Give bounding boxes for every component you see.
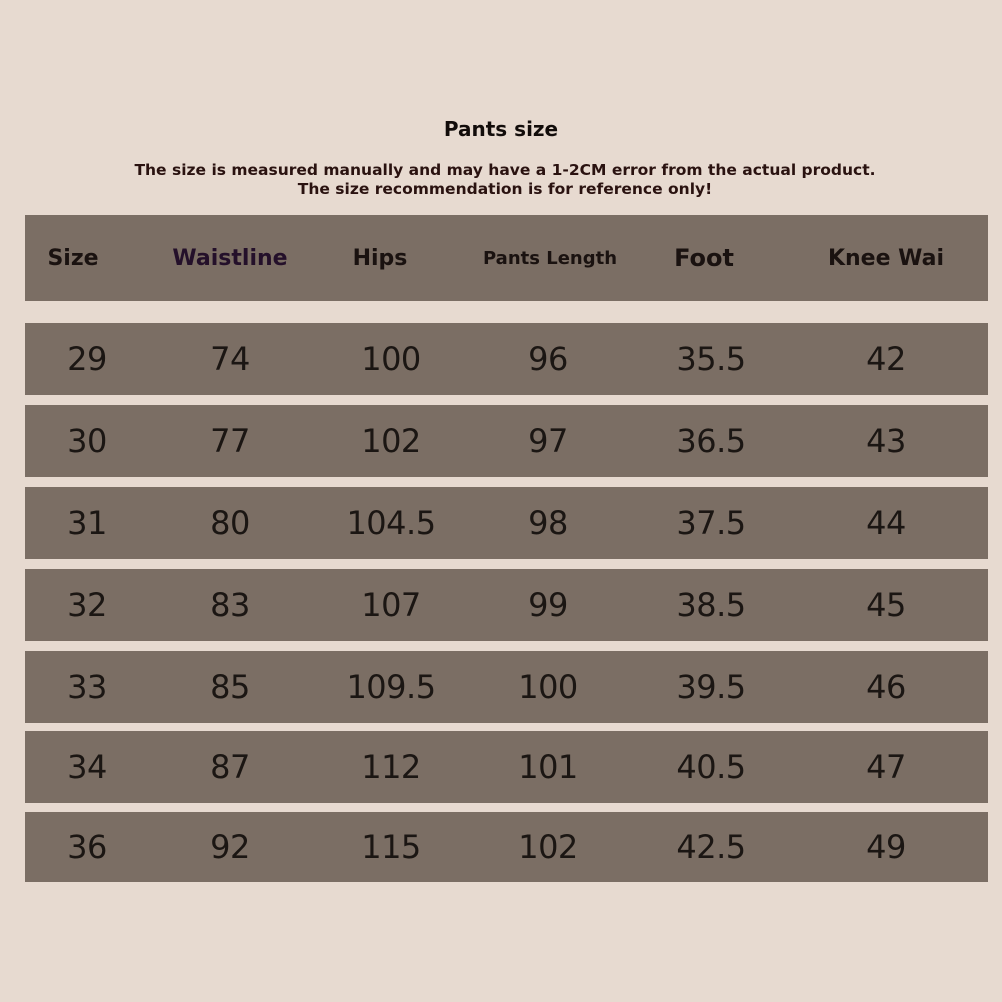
cell-pants-length: 101	[518, 748, 578, 786]
page-title: Pants size	[443, 117, 559, 141]
cell-pants-length: 96	[528, 340, 568, 378]
cell-knee: 47	[866, 748, 906, 786]
cell-foot: 42.5	[676, 828, 746, 866]
header-hips: Hips	[352, 245, 408, 271]
cell-pants-length: 99	[528, 586, 568, 624]
table-row	[25, 323, 988, 395]
cell-hips: 104.5	[346, 504, 436, 542]
cell-waistline: 80	[210, 504, 250, 542]
cell-size: 30	[67, 422, 107, 460]
cell-pants-length: 97	[528, 422, 568, 460]
table-row	[25, 651, 988, 723]
cell-knee: 49	[866, 828, 906, 866]
cell-foot: 38.5	[676, 586, 746, 624]
cell-hips: 115	[361, 828, 421, 866]
cell-waistline: 77	[210, 422, 250, 460]
cell-waistline: 92	[210, 828, 250, 866]
header-size: Size	[47, 245, 99, 271]
cell-foot: 39.5	[676, 668, 746, 706]
table-row	[25, 569, 988, 641]
table-row	[25, 405, 988, 477]
cell-size: 33	[67, 668, 107, 706]
cell-knee: 46	[866, 668, 906, 706]
cell-hips: 100	[361, 340, 421, 378]
cell-hips: 107	[361, 586, 421, 624]
cell-knee: 43	[866, 422, 906, 460]
header-knee: Knee Wai	[827, 245, 945, 271]
cell-size: 36	[67, 828, 107, 866]
cell-foot: 40.5	[676, 748, 746, 786]
cell-hips: 112	[361, 748, 421, 786]
cell-waistline: 74	[210, 340, 250, 378]
cell-pants-length: 98	[528, 504, 568, 542]
cell-waistline: 87	[210, 748, 250, 786]
cell-foot: 36.5	[676, 422, 746, 460]
cell-hips: 109.5	[346, 668, 436, 706]
cell-size: 32	[67, 586, 107, 624]
cell-foot: 37.5	[676, 504, 746, 542]
cell-size: 29	[67, 340, 107, 378]
cell-waistline: 85	[210, 668, 250, 706]
header-pants-length: Pants Length	[482, 247, 618, 269]
cell-hips: 102	[361, 422, 421, 460]
cell-knee: 42	[866, 340, 906, 378]
cell-knee: 45	[866, 586, 906, 624]
cell-size: 31	[67, 504, 107, 542]
cell-pants-length: 100	[518, 668, 578, 706]
table-row	[25, 487, 988, 559]
cell-knee: 44	[866, 504, 906, 542]
table-row	[25, 812, 988, 882]
cell-size: 34	[67, 748, 107, 786]
header-foot: Foot	[674, 244, 734, 272]
table-row	[25, 731, 988, 803]
table-header-row	[25, 215, 988, 301]
cell-waistline: 83	[210, 586, 250, 624]
cell-pants-length: 102	[518, 828, 578, 866]
header-waistline: Waistline	[172, 245, 288, 271]
cell-foot: 35.5	[676, 340, 746, 378]
size-note: The size is measured manually and may have a 1-2CM error from the actual product. The size recommendation is for reference only!	[134, 161, 876, 198]
